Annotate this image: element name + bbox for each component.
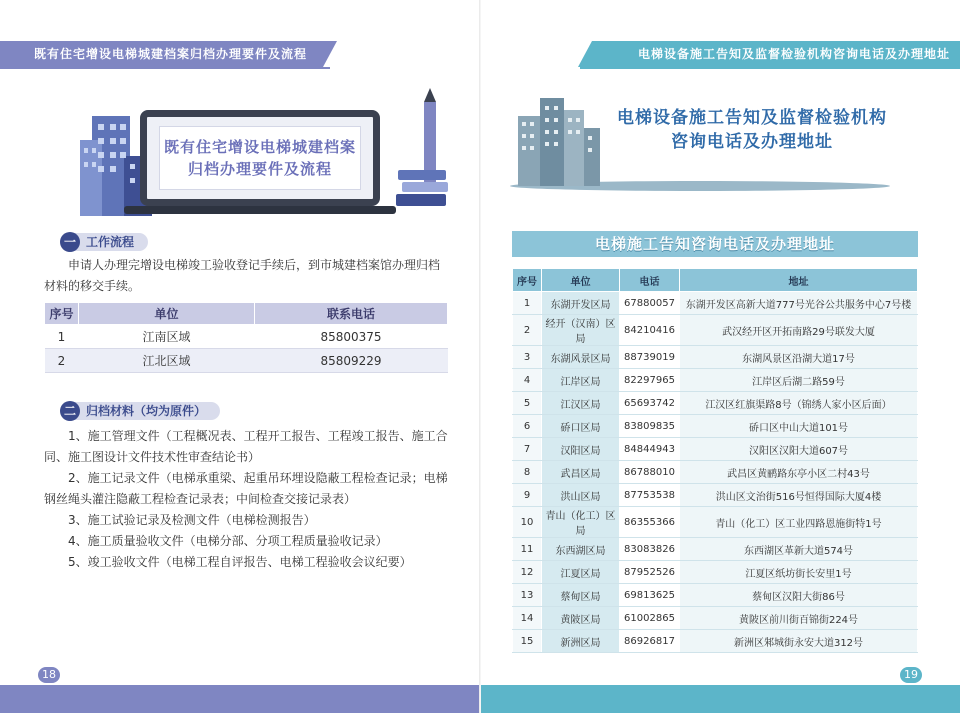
right-header-rule <box>580 67 960 69</box>
section-workflow-heading <box>60 232 148 252</box>
table-cell: 85800375 <box>255 325 448 349</box>
table-cell: 江汉区红旗渠路8号（锦绣人家小区后面） <box>680 392 918 415</box>
table-cell: 蔡甸区局 <box>542 584 620 607</box>
table-cell: 江夏区纸坊街长安里1号 <box>680 561 918 584</box>
workflow-text: 申请人办理完增设电梯竣工验收登记手续后，到市城建档案馆办理归档材料的移交手续。 <box>44 258 441 293</box>
table-cell: 蔡甸区汉阳大街86号 <box>680 584 918 607</box>
book-gutter <box>479 0 481 713</box>
archive-contact-table <box>44 302 448 373</box>
hero-title-line-2: 咨询电话及办理地址 <box>671 132 833 152</box>
table-cell: 3 <box>513 346 542 369</box>
page-number: 19 <box>900 667 922 683</box>
table-row <box>513 315 918 346</box>
section-materials-heading <box>60 401 220 421</box>
table-row <box>45 325 448 349</box>
table-cell: 87952526 <box>620 561 680 584</box>
right-hero-illustration <box>510 88 910 198</box>
table-cell: 85809229 <box>255 349 448 373</box>
table-cell: 88739019 <box>620 346 680 369</box>
table-cell: 87753538 <box>620 484 680 507</box>
materials-item: 1、施工管理文件（工程概况表、工程开工报告、工程竣工报告、施工合同、施工图设计文件技术性审查结论书） <box>44 429 448 464</box>
table-row <box>513 484 918 507</box>
right-page-header: 电梯设备施工告知及监督检验机构咨询电话及办理地址 <box>592 41 960 67</box>
table-header-cell: 单位 <box>79 303 255 325</box>
hero-title-box <box>159 126 361 190</box>
hero-title-line-1: 既有住宅增设电梯城建档案 <box>163 138 356 156</box>
left-page-header: 既有住宅增设电梯城建档案归档办理要件及流程 <box>0 41 323 67</box>
table-cell: 86788010 <box>620 461 680 484</box>
table-cell: 东西湖区局 <box>542 538 620 561</box>
table-cell: 13 <box>513 584 542 607</box>
section-label: 归档材料（均为原件） <box>72 402 220 420</box>
materials-item: 4、施工质量验收文件（电梯分部、分项工程质量验收记录） <box>68 534 388 548</box>
elevator-office-table <box>512 268 918 653</box>
table-cell: 东西湖区革新大道574号 <box>680 538 918 561</box>
right-footer-band <box>480 685 960 713</box>
table-cell: 7 <box>513 438 542 461</box>
table-cell: 青山（化工）区局 <box>542 507 620 538</box>
table-cell: 84210416 <box>620 315 680 346</box>
table-cell: 8 <box>513 461 542 484</box>
table-row <box>513 369 918 392</box>
table-cell: 1 <box>513 292 542 315</box>
table-row <box>513 630 918 653</box>
table-cell: 洪山区文治街516号恒得国际大厦4楼 <box>680 484 918 507</box>
right-page <box>480 0 960 713</box>
table-cell: 黄陂区前川街百锦街224号 <box>680 607 918 630</box>
table-cell: 江北区域 <box>79 349 255 373</box>
table-cell: 洪山区局 <box>542 484 620 507</box>
table-row <box>513 584 918 607</box>
table-cell: 新洲区邾城街永安大道312号 <box>680 630 918 653</box>
table-cell: 83809835 <box>620 415 680 438</box>
right-hero-title <box>602 106 902 154</box>
table-cell: 86355366 <box>620 507 680 538</box>
table-cell: 86926817 <box>620 630 680 653</box>
table-row <box>513 461 918 484</box>
table-header-row <box>45 303 448 325</box>
table-header-cell: 电话 <box>620 269 680 292</box>
table-cell: 经开（汉南）区局 <box>542 315 620 346</box>
table-row <box>513 415 918 438</box>
table-banner: 电梯施工告知咨询电话及办理地址 <box>512 231 918 257</box>
table-header-cell: 序号 <box>45 303 79 325</box>
table-cell: 69813625 <box>620 584 680 607</box>
table-cell: 1 <box>45 325 79 349</box>
table-cell: 61002865 <box>620 607 680 630</box>
monitor-stand <box>124 206 396 214</box>
table-row <box>513 507 918 538</box>
left-hero-illustration <box>60 88 450 218</box>
table-cell: 江汉区局 <box>542 392 620 415</box>
materials-list <box>44 426 454 573</box>
table-cell: 4 <box>513 369 542 392</box>
table-cell: 5 <box>513 392 542 415</box>
left-footer-band <box>0 685 480 713</box>
table-cell: 汉阳区汉阳大道607号 <box>680 438 918 461</box>
table-cell: 新洲区局 <box>542 630 620 653</box>
monitor-frame <box>140 110 380 206</box>
table-cell: 江夏区局 <box>542 561 620 584</box>
table-header-row <box>513 269 918 292</box>
table-row <box>513 607 918 630</box>
table-header-cell: 地址 <box>680 269 918 292</box>
table-cell: 6 <box>513 415 542 438</box>
page-number: 18 <box>38 667 60 683</box>
table-cell: 83083826 <box>620 538 680 561</box>
hero-title-line-2: 归档办理要件及流程 <box>187 160 332 178</box>
table-cell: 东湖风景区沿湖大道17号 <box>680 346 918 369</box>
table-cell: 东湖风景区局 <box>542 346 620 369</box>
section-number: 一 <box>60 232 80 252</box>
materials-item: 3、施工试验记录及检测文件（电梯检测报告） <box>68 513 316 527</box>
table-cell: 2 <box>513 315 542 346</box>
materials-item: 5、竣工验收文件（电梯工程自评报告、电梯工程验收会议纪要） <box>68 555 412 569</box>
table-cell: 东湖开发区局 <box>542 292 620 315</box>
hero-title-line-1: 电梯设备施工告知及监督检验机构 <box>617 108 887 128</box>
table-cell: 12 <box>513 561 542 584</box>
table-cell: 青山（化工）区工业四路恩施街特1号 <box>680 507 918 538</box>
section-label: 工作流程 <box>72 233 148 251</box>
table-cell: 江南区域 <box>79 325 255 349</box>
table-cell: 10 <box>513 507 542 538</box>
table-cell: 11 <box>513 538 542 561</box>
table-cell: 67880057 <box>620 292 680 315</box>
table-cell: 黄陂区局 <box>542 607 620 630</box>
table-cell: 汉阳区局 <box>542 438 620 461</box>
table-cell: 江岸区局 <box>542 369 620 392</box>
table-body <box>513 292 918 653</box>
section-number: 二 <box>60 401 80 421</box>
table-row <box>513 292 918 315</box>
table-cell: 武昌区局 <box>542 461 620 484</box>
table-row <box>513 538 918 561</box>
materials-item: 2、施工记录文件（电梯承重梁、起重吊环埋设隐蔽工程检查记录；电梯钢丝绳头灌注隐蔽工程检查记录表；中间检查交接记录表） <box>44 471 448 506</box>
table-header-cell: 联系电话 <box>255 303 448 325</box>
table-cell: 2 <box>45 349 79 373</box>
table-row <box>45 349 448 373</box>
table-cell: 江岸区后湖二路59号 <box>680 369 918 392</box>
table-cell: 84844943 <box>620 438 680 461</box>
book-stack-icon <box>396 168 450 208</box>
table-header-cell: 序号 <box>513 269 542 292</box>
table-cell: 武汉经开区开拓南路29号联发大厦 <box>680 315 918 346</box>
table-cell: 东湖开发区高新大道777号光谷公共服务中心7号楼 <box>680 292 918 315</box>
table-row <box>513 561 918 584</box>
table-cell: 14 <box>513 607 542 630</box>
table-cell: 65693742 <box>620 392 680 415</box>
table-cell: 硚口区局 <box>542 415 620 438</box>
table-row <box>513 346 918 369</box>
table-row <box>513 392 918 415</box>
table-cell: 硚口区中山大道101号 <box>680 415 918 438</box>
left-header-rule <box>0 67 330 69</box>
table-cell: 82297965 <box>620 369 680 392</box>
table-cell: 15 <box>513 630 542 653</box>
table-header-cell: 单位 <box>542 269 620 292</box>
table-row <box>513 438 918 461</box>
table-cell: 9 <box>513 484 542 507</box>
table-cell: 武昌区黄鹂路东亭小区二村43号 <box>680 461 918 484</box>
